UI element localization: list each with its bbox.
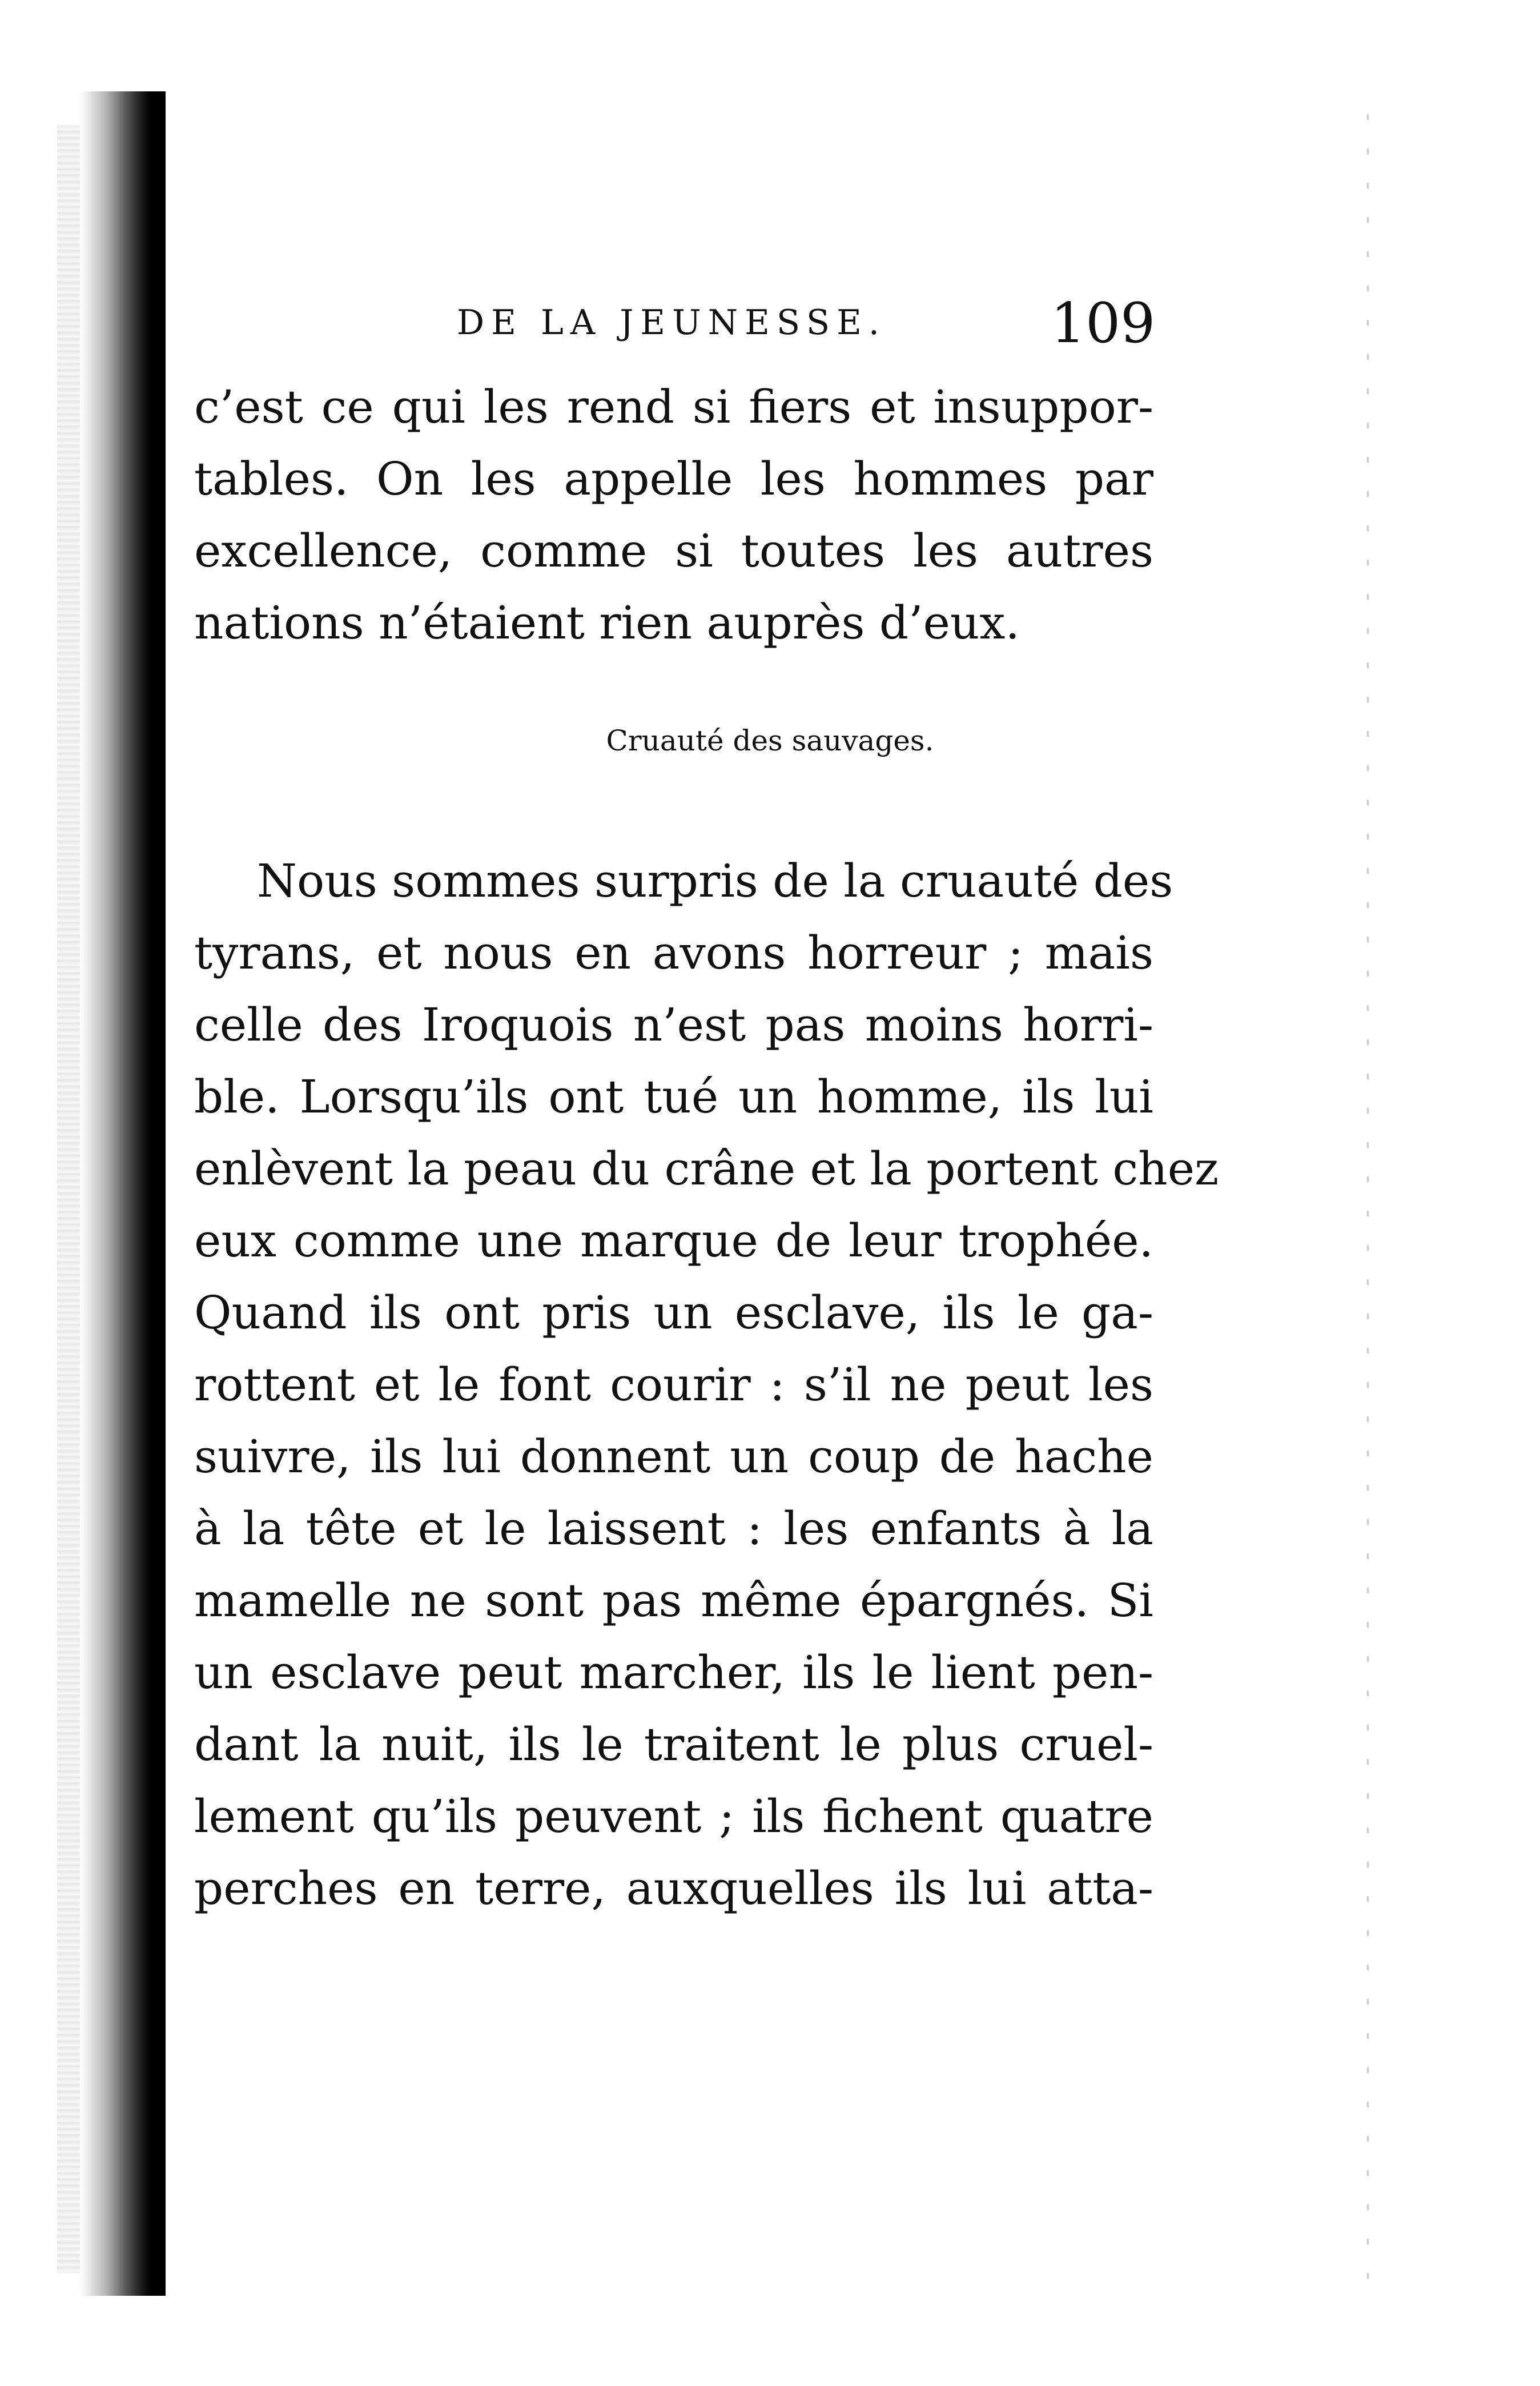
text-line: tables. On les appelle les hommes par <box>194 452 1153 505</box>
text-line: enlèvent la peau du crâne et la portent chez <box>194 1142 1219 1195</box>
text-line: suivre, ils lui donnent un coup de hache <box>194 1430 1153 1483</box>
text-line: lement qu’ils peuvent ; ils fichent quatre <box>194 1790 1153 1843</box>
text-line: Quand ils ont pris un esclave, ils le ga- <box>194 1286 1153 1339</box>
text-line: un esclave peut marcher, ils le lient pen- <box>194 1646 1153 1699</box>
text-line: mamelle ne sont pas même épargnés. Si <box>194 1574 1153 1627</box>
text-line: nations n’étaient rien auprès d’eux. <box>194 596 1020 649</box>
paragraph-continued <box>194 371 1153 659</box>
page-number: 109 <box>1051 291 1156 355</box>
text-line: c’est ce qui les rend si fiers et insuppor- <box>194 380 1153 433</box>
text-line: excellence, comme si toutes les autres <box>194 524 1153 577</box>
text-line: eux comme une marque de leur trophée. <box>194 1214 1153 1267</box>
text-line: perches en terre, auxquelles ils lui atta- <box>194 1862 1153 1915</box>
text-line: rottent et le font courir : s’il ne peut les <box>194 1358 1153 1411</box>
binding-edge <box>80 91 166 2296</box>
paragraph-cruelty <box>194 845 1219 1925</box>
running-head: DE LA JEUNESSE. <box>457 303 886 343</box>
text-line: à la tête et le laissent : les enfants à la <box>194 1502 1153 1555</box>
text-line: celle des Iroquois n’est pas moins horri- <box>194 998 1153 1051</box>
text-line: tyrans, et nous en avons horreur ; mais <box>194 926 1153 979</box>
text-line: ble. Lorsqu’ils ont tué un homme, ils lui <box>194 1070 1153 1123</box>
page-edge <box>1367 114 1369 2284</box>
text-line: Nous sommes surpris de la cruauté des <box>257 854 1173 907</box>
section-heading: Cruauté des sauvages. <box>606 724 934 757</box>
text-line: dant la nuit, ils le traitent le plus cruel- <box>194 1718 1153 1771</box>
